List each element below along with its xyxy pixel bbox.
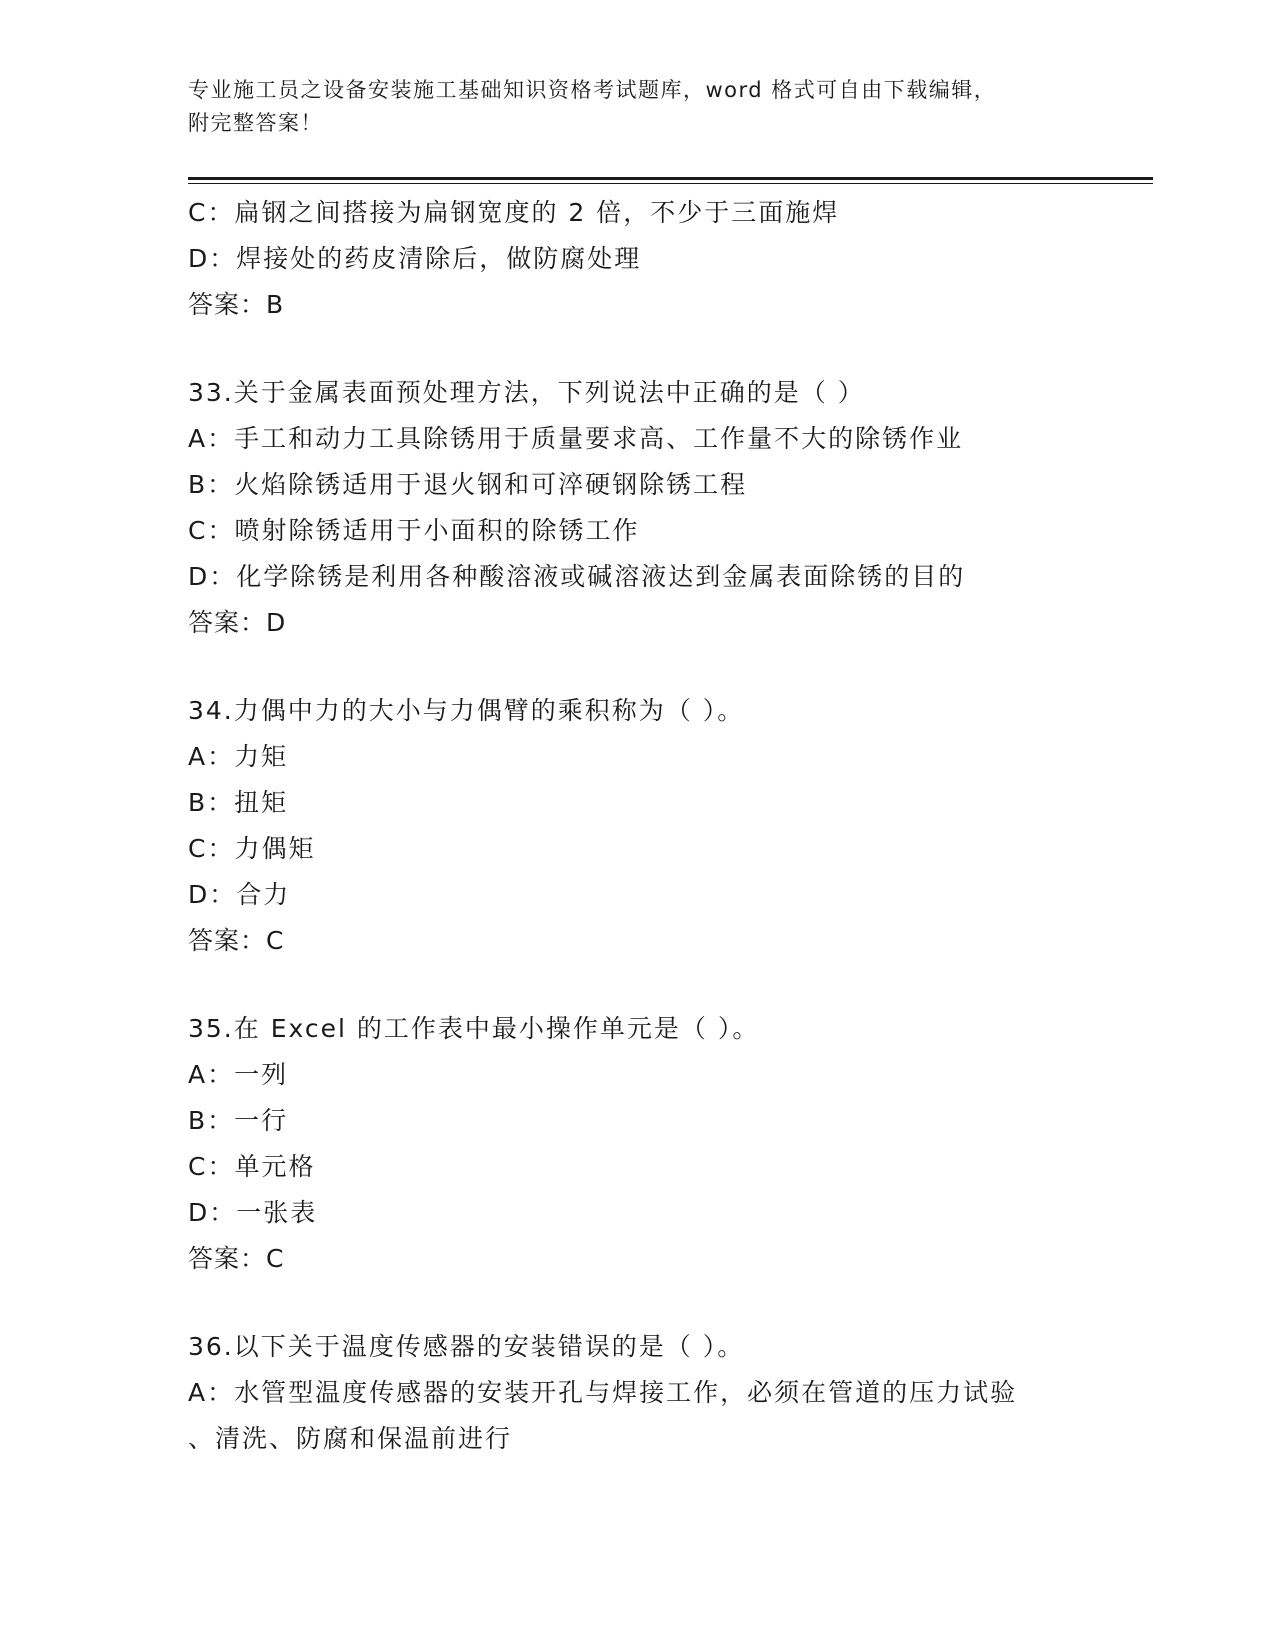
spacer [188,964,1088,1006]
question-list [188,190,1088,1462]
option-d: D：焊接处的药皮清除后，做防腐处理 [188,244,642,273]
question-35 [188,1006,1088,1282]
option-b: B：扭矩 [188,788,289,817]
answer: 答案：C [188,1244,285,1273]
option-c: C：喷射除锈适用于小面积的除锈工作 [188,516,640,545]
option-a-line-1: A：水管型温度传感器的安装开孔与焊接工作，必须在管道的压力试验 [188,1378,1018,1407]
header-divider-thick [188,177,1153,180]
spacer [188,328,1088,370]
option-a-line-2: 、清洗、防腐和保温前进行 [188,1424,513,1453]
question-33 [188,370,1088,646]
option-a: A：力矩 [188,742,289,771]
question-36 [188,1324,1088,1462]
option-d: D：化学除锈是利用各种酸溶液或碱溶液达到金属表面除锈的目的 [188,562,966,591]
document-header [188,74,1088,140]
question-stem: 35.在 Excel 的工作表中最小操作单元是（ ）。 [188,1014,760,1043]
question-stem: 36.以下关于温度传感器的安装错误的是（ ）。 [188,1332,745,1361]
answer: 答案：C [188,926,285,955]
header-line-2: 附完整答案！ [188,111,323,135]
spacer [188,1282,1088,1324]
option-d: D：合力 [188,880,291,909]
answer: 答案：B [188,290,285,319]
question-stem: 33.关于金属表面预处理方法，下列说法中正确的是（ ） [188,378,865,407]
option-c: C：力偶矩 [188,834,316,863]
option-c: C：单元格 [188,1152,316,1181]
question-32-tail [188,190,1088,328]
option-a: A：一列 [188,1060,289,1089]
spacer [188,646,1088,688]
question-34 [188,688,1088,964]
option-b: B：火焰除锈适用于退火钢和可淬硬钢除锈工程 [188,470,748,499]
option-c: C：扁钢之间搭接为扁钢宽度的 2 倍，不少于三面施焊 [188,198,840,227]
header-line-1: 专业施工员之设备安装施工基础知识资格考试题库，word 格式可自由下载编辑， [188,78,997,102]
option-a: A：手工和动力工具除锈用于质量要求高、工作量不大的除锈作业 [188,424,964,453]
option-b: B：一行 [188,1106,289,1135]
header-divider-thin [188,183,1153,184]
question-stem: 34.力偶中力的大小与力偶臂的乘积称为（ ）。 [188,696,745,725]
answer: 答案：D [188,608,287,637]
option-d: D：一张表 [188,1198,318,1227]
